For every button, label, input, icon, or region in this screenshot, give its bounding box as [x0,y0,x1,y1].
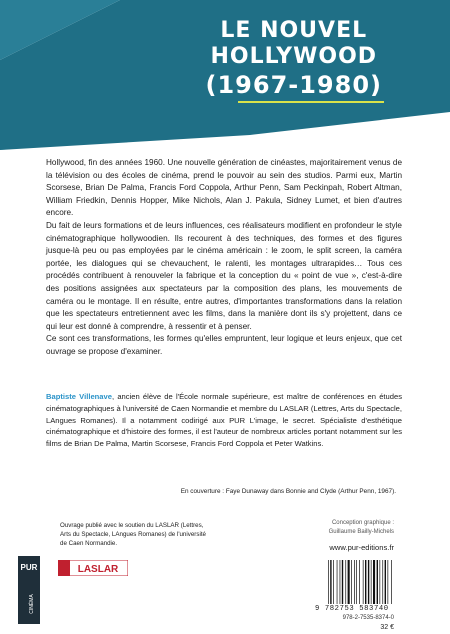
barcode-bar [328,560,329,604]
pur-logo [18,556,40,624]
barcode-bar [382,560,383,604]
barcode-bar [348,560,350,604]
support-note: Ouvrage publié avec le soutien du LASLAR (Lettres, Arts du Spectacle, LAngues Romanes) de l'université de Caen Normandie. [60,522,206,547]
title-line-1: LE NOUVEL [220,18,368,43]
blurb-paragraph-2: Du fait de leurs formations et de leurs influences, ces réalisateurs modifient en profondeur le style cinématographique hollywoodien. Ils recourent à des techniques, des formes et des figures jusque-là peu ou pas employées par le cinéma américain : le zoom, le split screen, la caméra portée, les dialogues qui se chevauchent, le ralenti, les montages ultrarapides… Tous ces procédés contribuent à renouveler la fabrique et la conception du « point de vue », c'est-à-dire des positions assignées aux spectateurs par la composition des plans, les mouvements de caméra ou le montage. Il en résulte, entre autres, d'importantes transformations dans la relation que les spectateurs entretiennent avec les films, dans la manière dont ils s'y projettent, dans ce qui leur est donné à comprendre, à ressentir et à penser. [46,220,402,331]
barcode-digits: 9 782753 583740 [315,605,389,613]
barcode-bar [377,560,378,604]
author-name: Baptiste Villenave [46,392,112,401]
designer-name: Guillaume Bailly-Michels [328,528,394,535]
barcode-bar [359,560,360,604]
title-underline [238,101,384,103]
barcode-bar [385,560,386,604]
barcode-bar [356,560,357,604]
blurb-paragraph-3: Ce sont ces transformations, les formes qu'elles empruntent, leur logique et leurs enjeux, que cet ouvrage se propose d'examiner. [46,334,402,356]
publisher-website[interactable]: www.pur-editions.fr [329,543,394,552]
blurb-paragraph-1: Hollywood, fin des années 1960. Une nouvelle génération de cinéastes, majoritairement venus de la télévision ou des écoles de cinéma, prend le pouvoir au sein des studios. Parmi eux, Martin Scorsese, Brian De Palma, Francis Ford Coppola, Arthur Penn, Sam Peckinpah, Robert Altman, William Friedkin, Dennis Hopper, Mike Nichols, Alan J. Pakula, Sidney Lumet, et bien d'autres encore. [46,158,402,218]
barcode-bar [388,560,389,604]
pur-logo-subtext: CINÉMA [29,594,35,614]
barcode-bar [371,560,372,604]
price: 32 € [380,624,394,631]
barcode-bar [340,560,341,604]
book-title [206,18,383,100]
author-bio-text: , ancien élève de l'École normale supérieure, est maître de conférences en études cinématographiques à l'université de Caen Normandie et membre du LASLAR (Lettres, Arts du Spectacle, LAngues Romanes). Il a notamment codirigé aux PUR L'image, le secret. Spécialiste d'esthétique cinématographique et d'histoire des formes, il est l'auteur de nombreux articles portant notamment sur les films de Brian De Palma, Martin Scorsese, Francis Ford Coppola et Peter Watkins. [46,392,403,449]
barcode-bar [337,560,338,604]
cover-credit: En couverture : Faye Dunaway dans Bonnie and Clyde (Arthur Penn, 1967). [180,488,396,495]
barcode-bar [373,560,375,604]
isbn: 978-2-7535-8374-0 [342,615,394,621]
title-line-2: HOLLYWOOD [210,44,378,69]
blurb [46,157,402,359]
barcode-bar [354,560,355,604]
barcode-bar [391,560,392,604]
barcode-bar [380,560,381,604]
barcode-bar [368,560,369,604]
title-line-3: (1967-1980) [205,71,382,99]
barcode-bar [342,560,343,604]
barcode-bar [365,560,366,604]
barcode-bar [345,560,346,604]
barcode-bar [333,560,334,604]
barcode [326,560,400,604]
graphic-design-credit [329,519,394,536]
author-bio [46,391,402,450]
barcode-bar [363,560,364,604]
laslar-logo [58,560,128,576]
barcode-bar [351,560,352,604]
laslar-logo-text: LASLAR [77,564,119,575]
pur-logo-text: PUR [20,563,38,572]
barcode-bar [330,560,331,604]
design-label: Conception graphique : [331,520,394,526]
